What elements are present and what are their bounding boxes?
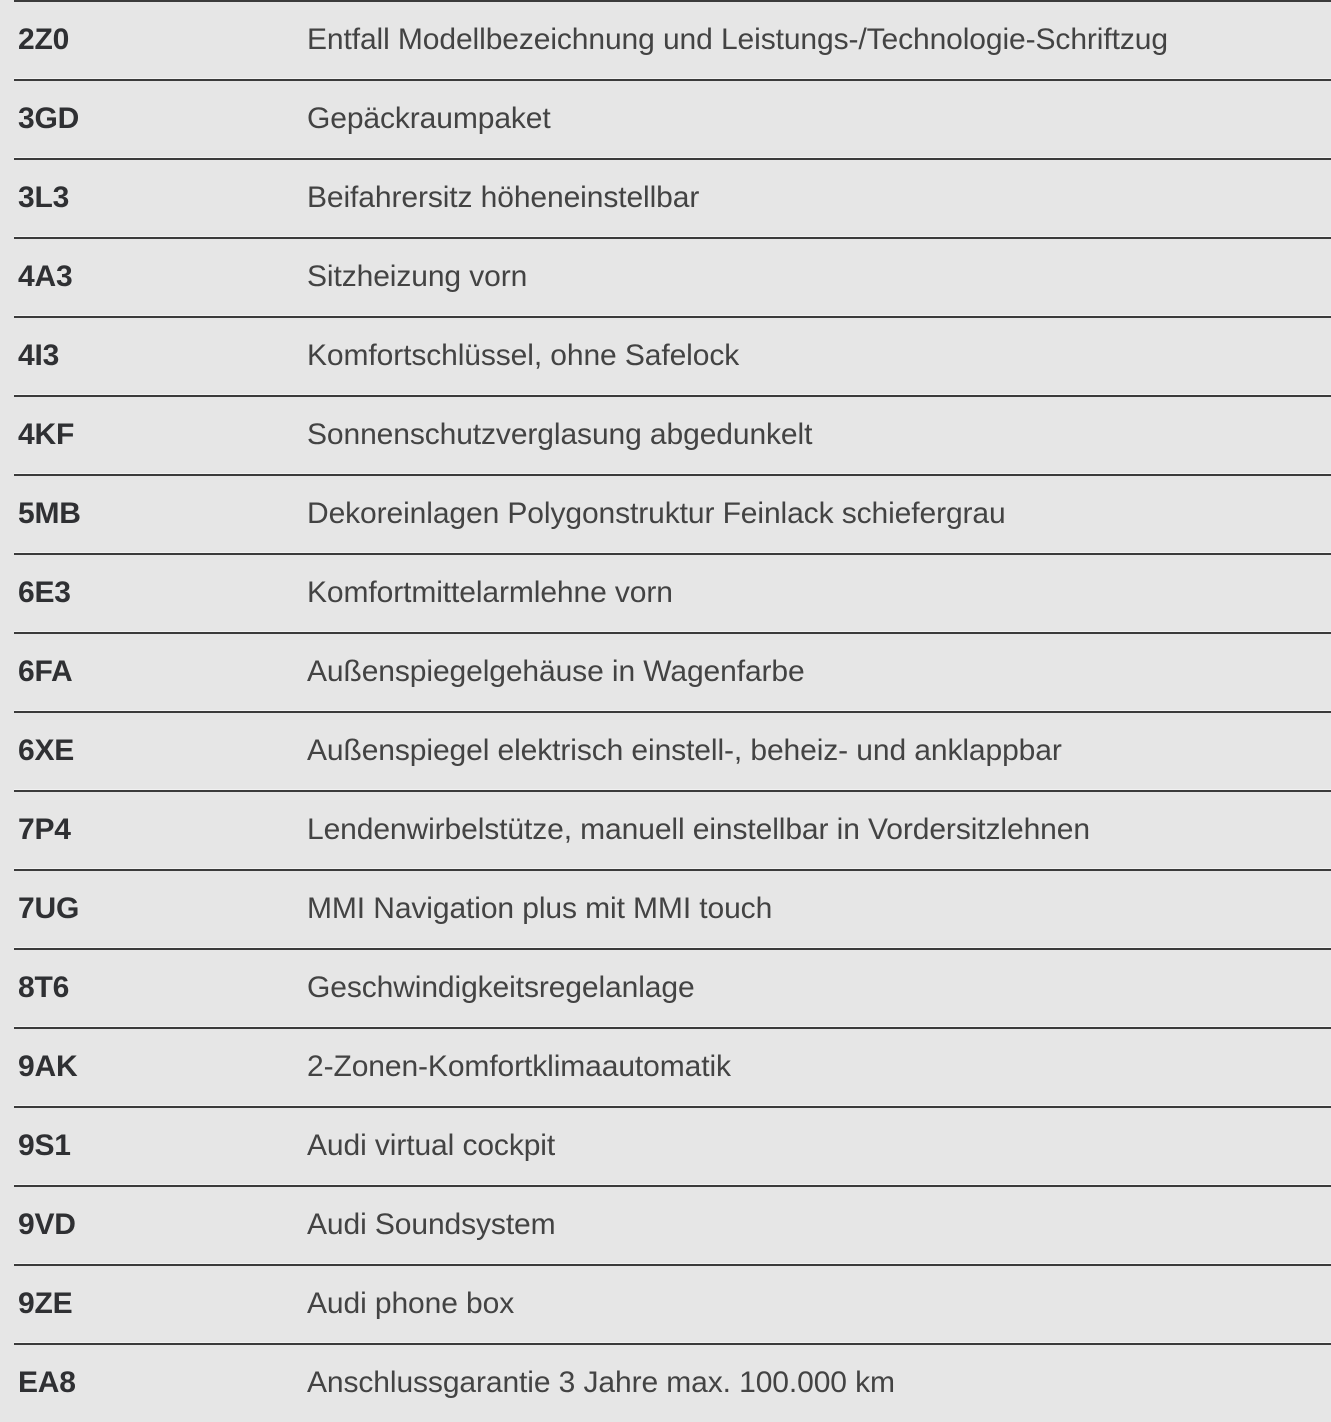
option-description: Lendenwirbelstütze, manuell einstellbar in Vordersitzlehnen — [307, 812, 1090, 846]
option-description: Außenspiegelgehäuse in Wagenfarbe — [307, 654, 805, 688]
option-code: 9VD — [18, 1207, 76, 1241]
table-row — [0, 711, 1331, 790]
option-code: 9ZE — [18, 1286, 73, 1320]
table-row — [0, 948, 1331, 1027]
option-description: Audi Soundsystem — [307, 1207, 556, 1241]
option-description: Geschwindigkeitsregelanlage — [307, 970, 695, 1004]
table-row — [0, 474, 1331, 553]
option-code: 2Z0 — [18, 22, 70, 56]
table-row — [0, 1027, 1331, 1106]
option-code: EA8 — [18, 1365, 76, 1399]
option-description: Außenspiegel elektrisch einstell-, beheiz- und anklappbar — [307, 733, 1062, 767]
option-code: 6XE — [18, 733, 75, 767]
option-code: 4KF — [18, 417, 75, 451]
table-row — [0, 79, 1331, 158]
option-description: Dekoreinlagen Polygonstruktur Feinlack schiefergrau — [307, 496, 1006, 530]
option-code: 4I3 — [18, 338, 60, 372]
option-description: Anschlussgarantie 3 Jahre max. 100.000 km — [307, 1365, 895, 1399]
table-row — [0, 553, 1331, 632]
table-row — [0, 632, 1331, 711]
option-description: 2-Zonen-Komfortklimaautomatik — [307, 1049, 731, 1083]
table-row — [0, 158, 1331, 237]
option-description: Sonnenschutzverglasung abgedunkelt — [307, 417, 813, 451]
option-code: 7P4 — [18, 812, 71, 846]
option-description: Komfortmittelarmlehne vorn — [307, 575, 673, 609]
table-row — [0, 0, 1331, 79]
option-description: Gepäckraumpaket — [307, 101, 551, 135]
option-code: 3GD — [18, 101, 80, 135]
option-code: 6FA — [18, 654, 73, 688]
option-code: 4A3 — [18, 259, 73, 293]
table-row — [0, 1185, 1331, 1264]
option-code: 9AK — [18, 1049, 78, 1083]
table-row — [0, 395, 1331, 474]
option-code: 3L3 — [18, 180, 70, 214]
option-description: MMI Navigation plus mit MMI touch — [307, 891, 773, 925]
table-row — [0, 1106, 1331, 1185]
option-code: 7UG — [18, 891, 80, 925]
table-row — [0, 1264, 1331, 1343]
option-description: Audi virtual cockpit — [307, 1128, 556, 1162]
option-code: 8T6 — [18, 970, 70, 1004]
option-description: Sitzheizung vorn — [307, 259, 528, 293]
table-row — [0, 869, 1331, 948]
table-row — [0, 316, 1331, 395]
option-description: Beifahrersitz höheneinstellbar — [307, 180, 700, 214]
option-code: 5MB — [18, 496, 81, 530]
option-description: Komfortschlüssel, ohne Safelock — [307, 338, 740, 372]
table-row — [0, 1343, 1331, 1422]
table-row — [0, 790, 1331, 869]
option-description: Entfall Modellbezeichnung und Leistungs-/Technologie-Schriftzug — [307, 22, 1168, 56]
option-code: 9S1 — [18, 1128, 71, 1162]
option-description: Audi phone box — [307, 1286, 515, 1320]
option-code: 6E3 — [18, 575, 71, 609]
table-row — [0, 237, 1331, 316]
